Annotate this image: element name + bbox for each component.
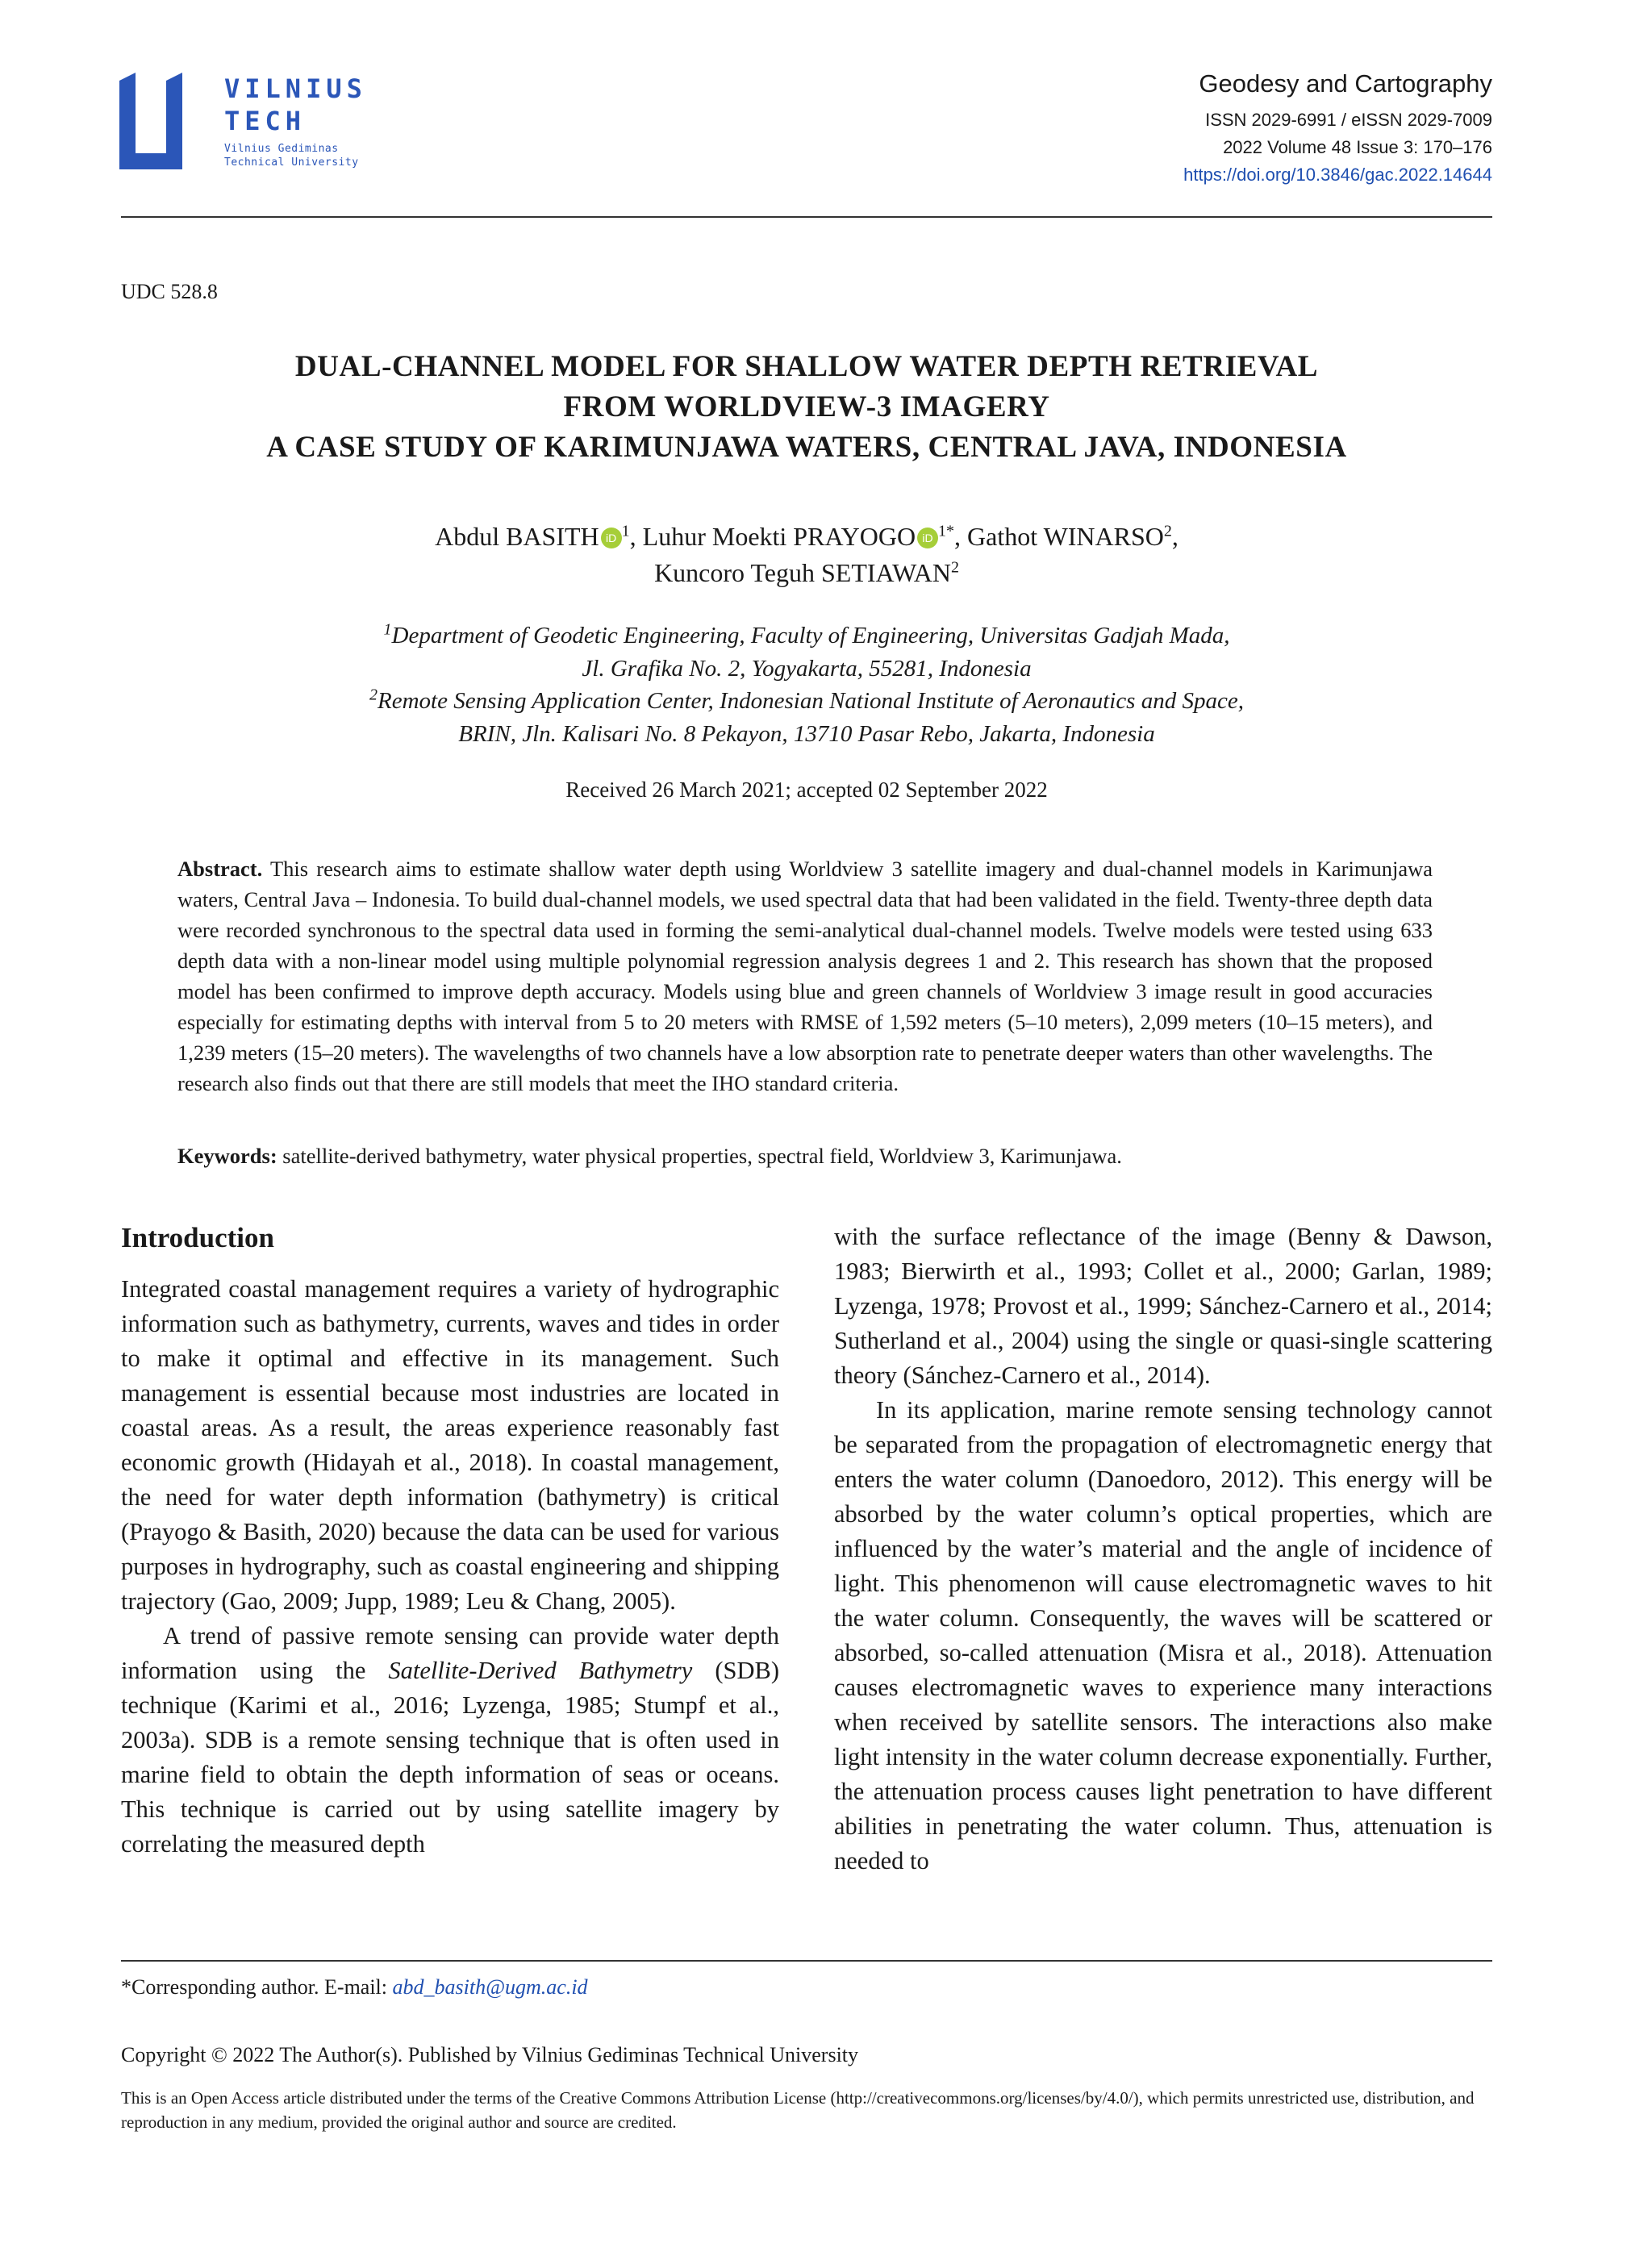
intro-paragraph-4: In its application, marine remote sensing technology cannot be separated from the propagation of electromagnetic energy that enters the water column (Danoedoro, 2012). This energy will be absorbed by the water column’s optical properties, which are influenced by the water’s material and the angle of incidence of light. This phenomenon will cause electromagnetic waves to hit the water column. Consequently, the waves will be scattered or absorbed, so-called attenuation (Misra et al., 2018). Attenuation causes electromagnetic waves to experience many interactions when received by satellite sensors. The interactions also make light intensity in the water column decrease exponentially. Further, the attenuation process causes light penetration to have different abilities in penetrating the water column. Thus, attenuation is needed to (834, 1396, 1492, 1874)
journal-info (1183, 68, 1492, 189)
right-column (834, 1220, 1492, 1879)
author-2-affil: 1* (938, 522, 955, 540)
corresponding-author-note (121, 1975, 588, 2000)
journal-issn: ISSN 2029-6991 / eISSN 2029-7009 (1205, 110, 1492, 130)
author-4: Kuncoro Teguh SETIAWAN (654, 558, 951, 587)
author-list (121, 519, 1492, 591)
title-line-1: DUAL-CHANNEL MODEL FOR SHALLOW WATER DEPTH RETRIEVAL (294, 350, 1319, 383)
intro-p2-emphasis: Satellite-Derived Bathymetry (388, 1657, 693, 1684)
author-4-affil: 2 (950, 558, 959, 577)
logo-sub-line2: Technical University (224, 156, 359, 169)
intro-paragraph-1: Integrated coastal management requires a variety of hydrographic information such as bathymetry, currents, waves and tides in order to make it optimal and effective in its management. Such management is essential because most industries are located in coastal areas. As a result, the areas experience reasonably fast economic growth (Hidayah et al., 2018). In coastal management, the need for water depth information (bathymetry) is critical (Prayogo & Basith, 2020) because the data can be used for various purposes in hydrography, such as coastal engineering and shipping trajectory (Gao, 2009; Jupp, 1989; Leu & Chang, 2005). (121, 1275, 779, 1615)
logo-name-line2: TECH (224, 106, 307, 136)
abstract (177, 853, 1433, 1099)
intro-paragraph-3: with the surface reflectance of the image (Benny & Dawson, 1983; Bierwirth et al., 1993; Collet et al., 2000; Garlan, 1989; Lyzenga, 1978; Provost et al., 1999; Sánchez-Carnero et al., 2014; Sutherland et al., 2004) using the single or quasi-single scattering theory (Sánchez-Carnero et al., 2014). (834, 1223, 1492, 1389)
author-3-affil: 2 (1163, 522, 1172, 540)
header-divider (121, 216, 1492, 218)
vilnius-tech-logo-icon (119, 73, 208, 169)
title-line-2: FROM WORLDVIEW-3 IMAGERY (563, 390, 1050, 423)
email-link[interactable]: abd_basith@ugm.ac.id (392, 1975, 588, 1999)
keywords (177, 1141, 1433, 1171)
intro-p2-part-a: A trend of passive remote sensing can provide water depth information using the (121, 1622, 779, 1684)
author-3: , Gathot WINARSO (954, 522, 1164, 551)
journal-issue: 2022 Volume 48 Issue 3: 170–176 (1223, 137, 1492, 157)
orcid-icon[interactable]: iD (601, 528, 622, 548)
logo-text (224, 73, 367, 169)
keywords-text: satellite-derived bathymetry, water physical properties, spectral field, Worldview 3, Karimunjawa. (277, 1144, 1122, 1168)
affil-1-line-2: Jl. Grafika No. 2, Yogyakarta, 55281, Indonesia (582, 655, 1032, 682)
affiliations (121, 619, 1492, 750)
received-dates: Received 26 March 2021; accepted 02 September 2022 (565, 778, 1048, 802)
logo-sub-line1: Vilnius Gediminas (224, 143, 339, 155)
author-2: , Luhur Moekti PRAYOGO (629, 522, 916, 551)
affil-2-line-1: Remote Sensing Application Center, Indonesian National Institute of Aeronautics and Space, (378, 688, 1244, 714)
author-1: Abdul BASITH (435, 522, 599, 551)
section-heading-introduction: Introduction (121, 1222, 274, 1253)
keywords-label: Keywords: (177, 1144, 277, 1168)
orcid-icon[interactable]: iD (917, 528, 938, 548)
vilnius-tech-logo (119, 73, 386, 169)
abstract-text: This research aims to estimate shallow water depth using Worldview 3 satellite imagery and dual-channel models in Karimunjawa waters, Central Java – Indonesia. To build dual-channel models, we used spectral data that had been validated in the field. Twenty-three depth data were recorded synchronous to the spectral data used in forming the semi-analytical dual-channel models. Twelve models were tested using 633 depth data with a non-linear model using multiple polynomial regression analysis degrees 1 and 2. This research has shown that the proposed model has been confirmed to improve depth accuracy. Models using blue and green channels of Worldview 3 image result in good accuracies especially for estimating depths with interval from 5 to 20 meters with RMSE of 1,592 meters (5–10 meters), 2,099 meters (10–15 meters), and 1,239 meters (15–20 meters). The wavelengths of two channels have a low absorption rate to penetrate deeper waters than other wavelengths. The research also finds out that there are still models that meet the IHO standard criteria. (177, 857, 1433, 1095)
author-separator: , (1171, 522, 1179, 551)
license-notice: This is an Open Access article distributed under the terms of the Creative Commons Attribution License (http://creativecommons.org/licenses/by/4.0/), which permits unrestricted use, distribution, and reproduction in any medium, provided the original author and source are credited. (121, 2088, 1475, 2132)
logo-name-line1: VILNIUS (224, 73, 367, 104)
abstract-label: Abstract. (177, 857, 263, 881)
intro-paragraph-2 (121, 1619, 779, 1862)
author-1-affil: 1 (621, 522, 630, 540)
journal-title: Geodesy and Cartography (1199, 69, 1492, 98)
left-column (121, 1272, 779, 1862)
affil-1-number: 1 (383, 620, 392, 639)
article-title (121, 347, 1492, 468)
doi-link[interactable]: https://doi.org/10.3846/gac.2022.14644 (1183, 165, 1492, 185)
affil-2-line-2: BRIN, Jln. Kalisari No. 8 Pekayon, 13710 Pasar Rebo, Jakarta, Indonesia (458, 720, 1155, 747)
affil-2-number: 2 (369, 686, 378, 704)
title-line-3: A CASE STUDY OF KARIMUNJAWA WATERS, CENTRAL JAVA, INDONESIA (266, 431, 1347, 464)
copyright-notice: Copyright © 2022 The Author(s). Published by Vilnius Gediminas Technical University (121, 2043, 859, 2066)
corresponding-label: *Corresponding author. E-mail: (121, 1975, 393, 1999)
intro-p2-part-b: (SDB) technique (Karimi et al., 2016; Lyzenga, 1985; Stumpf et al., 2003a). SDB is a remote sensing technique that is often used in marine field to obtain the depth information of seas or oceans. This technique is carried out by using satellite imagery by correlating the measured depth (121, 1657, 779, 1858)
udc-code: UDC 528.8 (121, 280, 218, 303)
affil-1-line-1: Department of Geodetic Engineering, Faculty of Engineering, Universitas Gadjah Mada, (391, 623, 1230, 648)
footnote-divider (121, 1960, 1492, 1962)
